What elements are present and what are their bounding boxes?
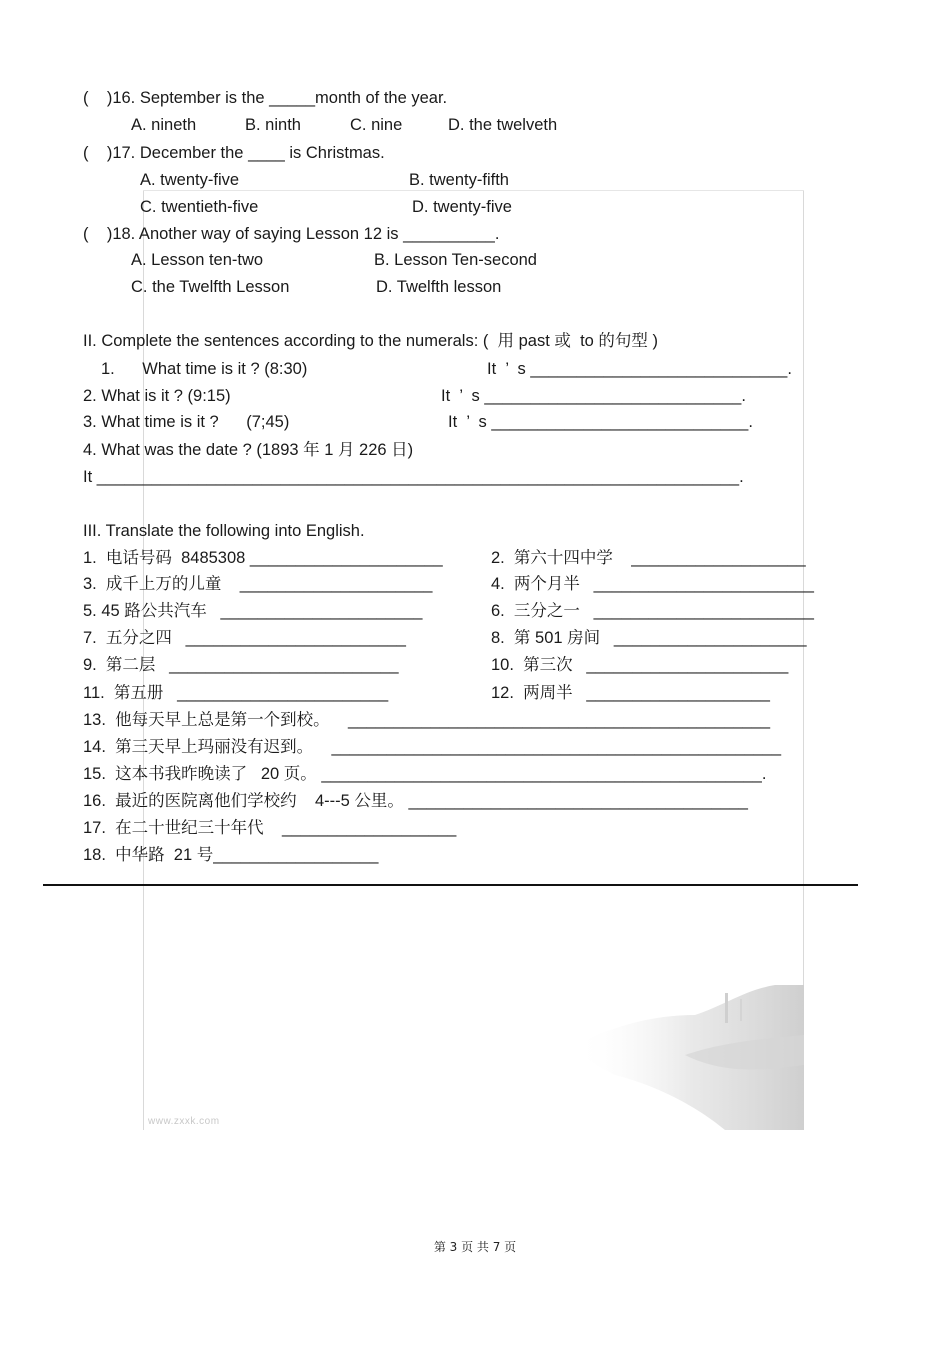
translate-item-5: 5. 45 路公共汽车 ______________________ (83, 602, 423, 620)
s2-question-3: 3. What time is it ? (7;45) (83, 413, 290, 431)
translate-item-9: 9. 第二层 _________________________ (83, 656, 399, 674)
landscape-decoration (575, 985, 804, 1130)
q18-option-a: A. Lesson ten-two (131, 251, 264, 269)
question-18: ( )18. Another way of saying Lesson 12 is __________. (83, 225, 500, 243)
translate-item-14: 14. 第三天早上玛丽没有迟到。 _________________________________________________ (83, 738, 782, 756)
translate-item-2: 2. 第六十四中学 ___________________ (491, 549, 806, 567)
translate-item-18: 18. 中华路 21 号__________________ (83, 846, 379, 864)
q16-option-c: C. nine (350, 116, 403, 134)
q18-option-d: D. Twelfth lesson (376, 278, 502, 296)
translate-item-15: 15. 这本书我昨晚读了 20 页。 ________________________________________________. (83, 765, 767, 783)
translate-item-16: 16. 最近的医院离他们学校约 4---5 公里。 _____________________________________ (83, 792, 748, 810)
frame-line-top (143, 190, 804, 191)
s2-answer-4: It ______________________________________________________________________. (83, 468, 744, 486)
translate-item-8: 8. 第 501 房间 _____________________ (491, 629, 807, 647)
q17-option-b: B. twenty-fifth (409, 171, 509, 189)
translate-item-3: 3. 成千上万的儿童 _____________________ (83, 575, 433, 593)
s2-answer-3: It ’ s ____________________________. (448, 413, 753, 431)
translate-item-17: 17. 在二十世纪三十年代 ___________________ (83, 819, 457, 837)
q16-option-a: A. nineth (131, 116, 197, 134)
translate-item-10: 10. 第三次 ______________________ (491, 656, 789, 674)
question-16: ( )16. September is the _____month of the year. (83, 89, 448, 107)
q17-option-c: C. twentieth-five (140, 198, 259, 216)
s2-answer-2: It ’ s ____________________________. (441, 387, 746, 405)
translate-item-12: 12. 两周半 ____________________ (491, 684, 770, 702)
question-17: ( )17. December the ____ is Christmas. (83, 144, 385, 162)
section-3-heading: III. Translate the following into English. (83, 522, 365, 540)
translate-item-13: 13. 他每天早上总是第一个到校。 ______________________________________________ (83, 711, 771, 729)
translate-item-11: 11. 第五册 _______________________ (83, 684, 389, 702)
q18-option-b: B. Lesson Ten-second (374, 251, 537, 269)
q17-option-a: A. twenty-five (140, 171, 240, 189)
watermark-text: www.zxxk.com (148, 1116, 220, 1127)
q16-option-b: B. ninth (245, 116, 301, 134)
s2-question-4: 4. What was the date ? (1893 年 1 月 226 日) (83, 441, 414, 459)
translate-item-4: 4. 两个月半 ________________________ (491, 575, 814, 593)
q16-option-d: D. the twelveth (448, 116, 558, 134)
q18-option-c: C. the Twelfth Lesson (131, 278, 290, 296)
translate-item-6: 6. 三分之一 ________________________ (491, 602, 814, 620)
s2-question-2: 2. What is it ? (9:15) (83, 387, 231, 405)
page-footer: 第 3 页 共 7 页 (433, 1240, 517, 1254)
q17-option-d: D. twenty-five (412, 198, 512, 216)
section-divider (43, 884, 858, 886)
translate-item-1: 1. 电话号码 8485308 _____________________ (83, 549, 443, 567)
s2-question-1: 1. What time is it ? (8:30) (101, 360, 308, 378)
s2-answer-1: It ’ s ____________________________. (487, 360, 792, 378)
translate-item-7: 7. 五分之四 ________________________ (83, 629, 406, 647)
section-2-heading: II. Complete the sentences according to the numerals: ( 用 past 或 to 的句型 ) (83, 332, 658, 350)
